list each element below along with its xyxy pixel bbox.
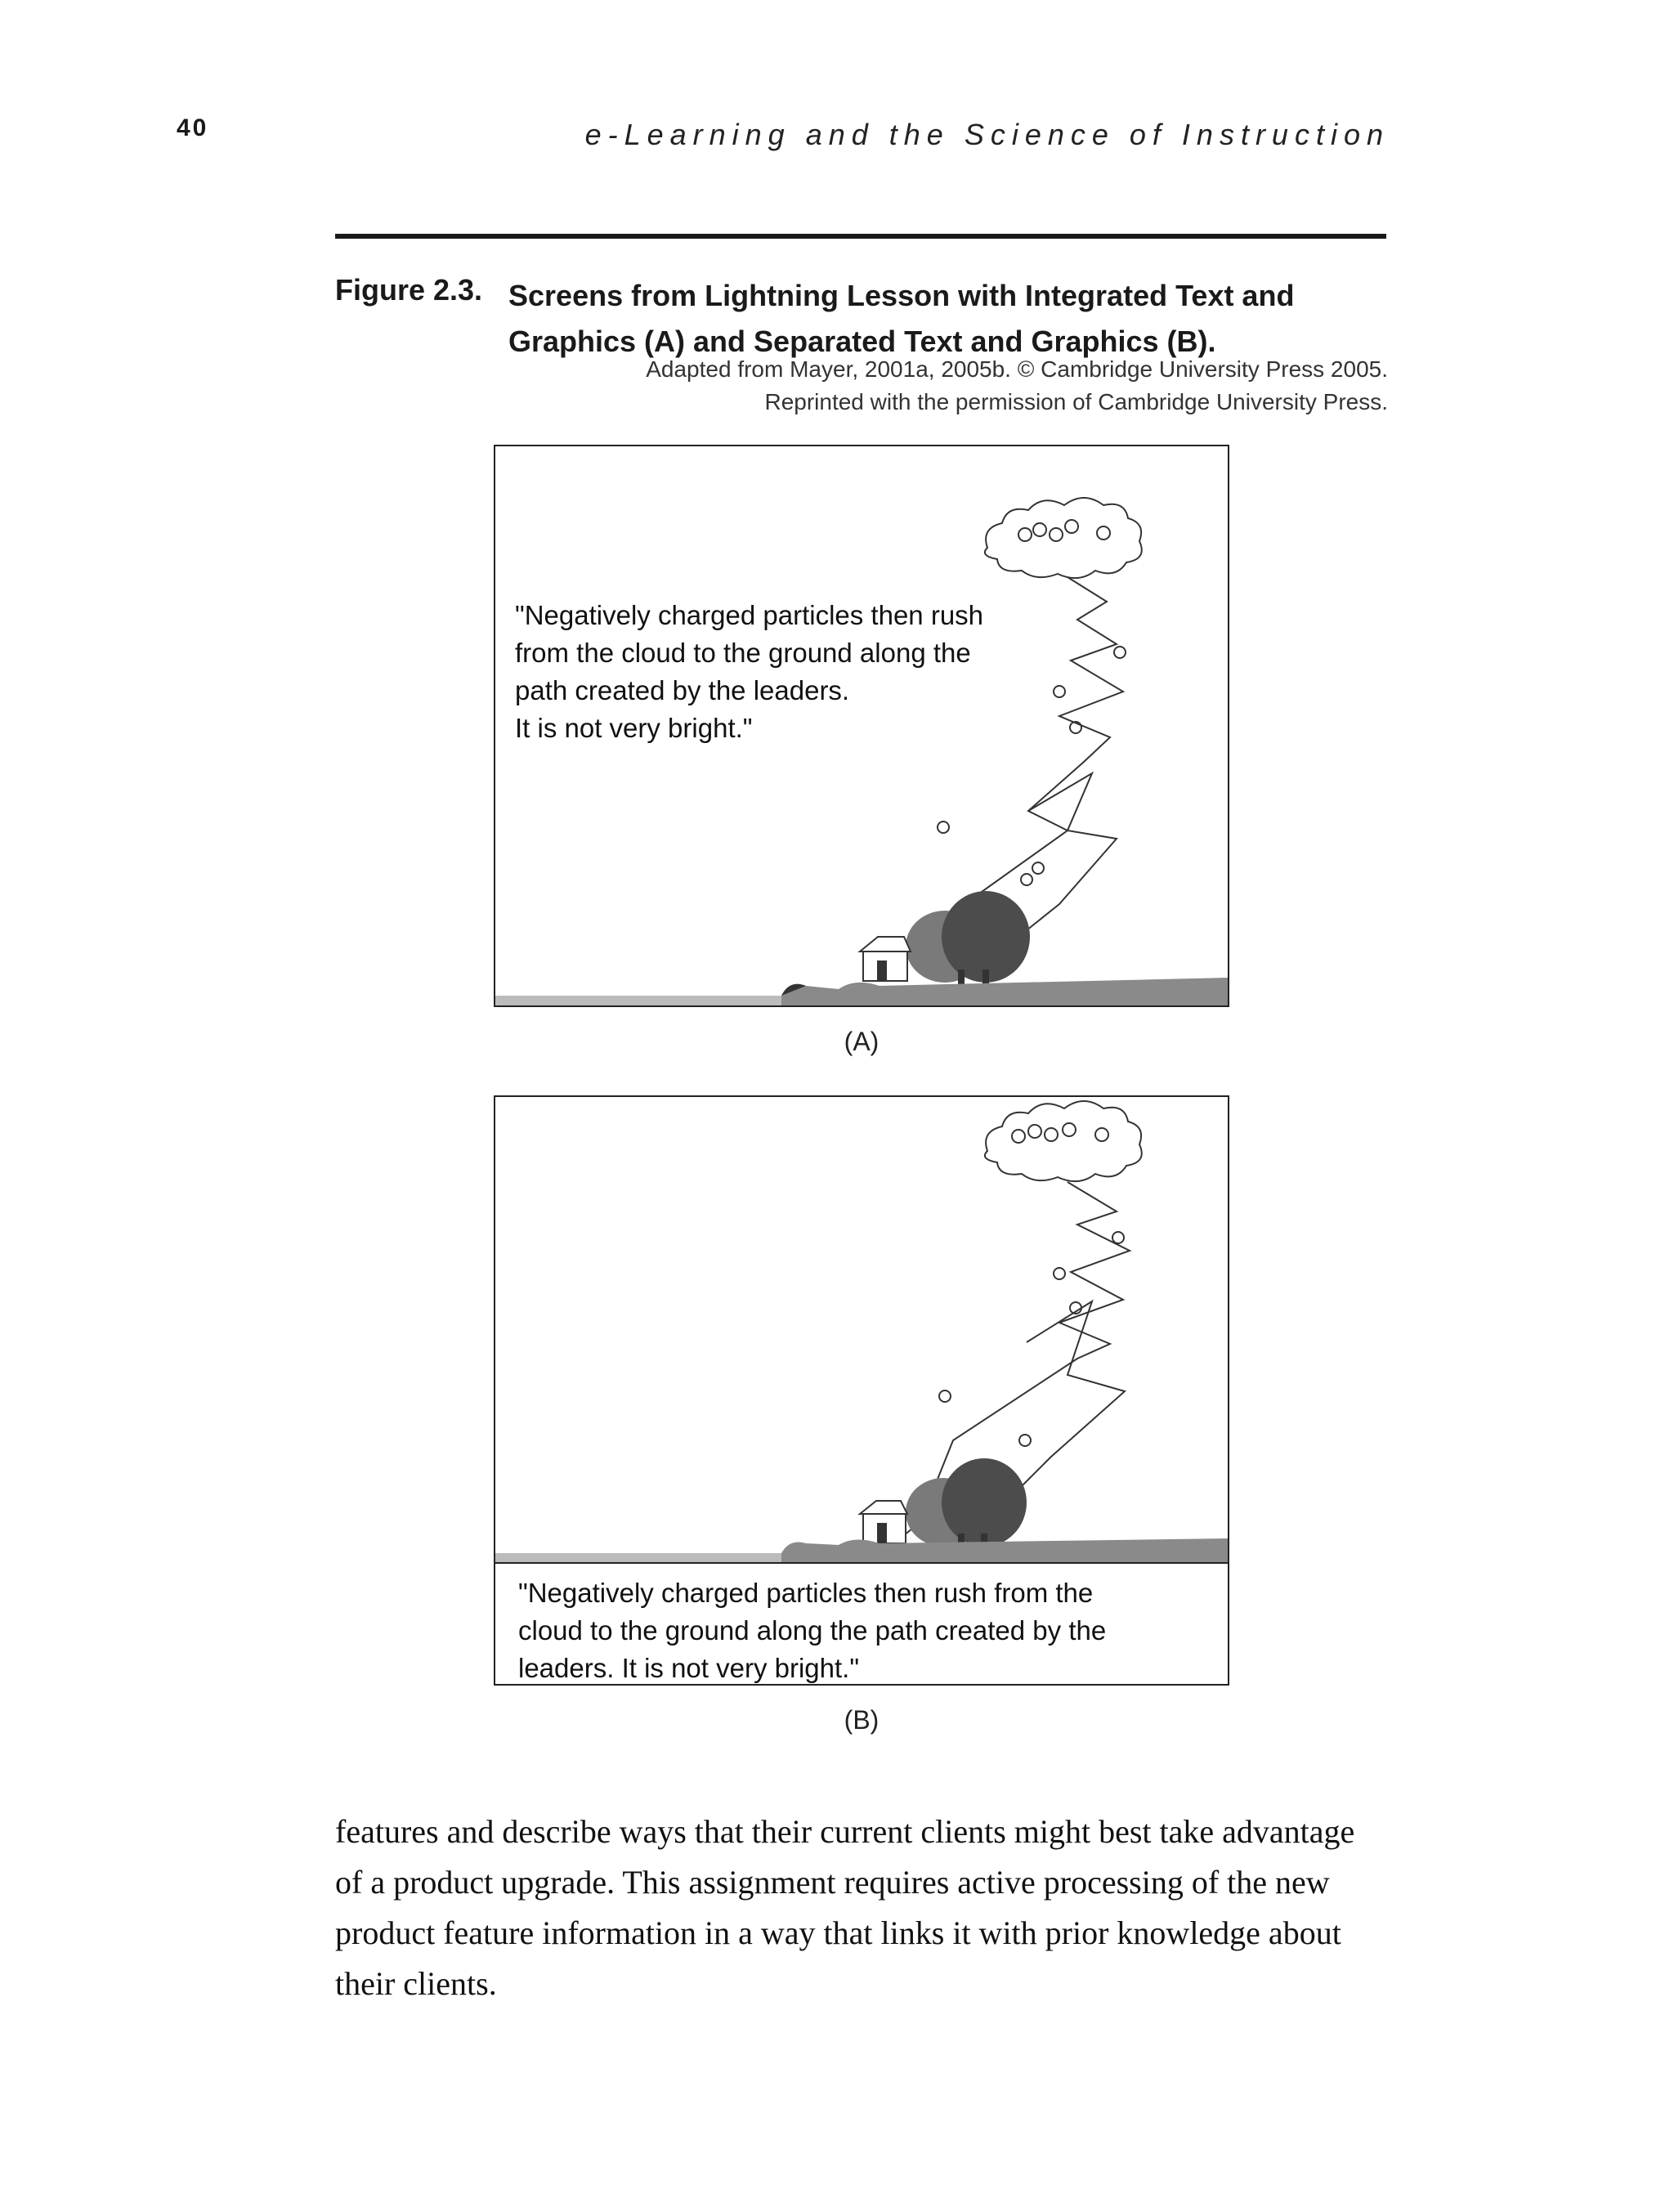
body-paragraph: features and describe ways that their current clients might best take advantage of a product upgrade. This assignment requires active processing of the new product feature information in a way that links it with prior knowledge about their clients. xyxy=(335,1813,1355,2002)
panel-a-screen xyxy=(494,445,1229,1007)
panel-b-text xyxy=(518,1574,1106,1686)
ground xyxy=(495,978,1228,1005)
body-text xyxy=(335,1807,1390,2009)
ground xyxy=(495,1538,1228,1563)
panel-b-text-line: leaders. It is not very bright." xyxy=(518,1653,860,1683)
panel-a-text-line: from the cloud to the ground along the xyxy=(515,638,971,668)
page-number: 40 xyxy=(177,114,209,141)
panel-a-text-line: "Negatively charged particles then rush xyxy=(515,600,984,630)
panel-a-text-line: It is not very bright." xyxy=(515,713,753,743)
house xyxy=(860,1501,907,1543)
figure-credit-line-1: Adapted from Mayer, 2001a, 2005b. © Cambridge University Press 2005. xyxy=(646,356,1388,382)
panel-b-label: (B) xyxy=(844,1705,880,1735)
panel-a-text-line: path created by the leaders. xyxy=(515,675,850,705)
running-head: e-Learning and the Science of Instruction xyxy=(584,118,1390,151)
tree xyxy=(906,891,1030,992)
panel-b-text-line: "Negatively charged particles then rush from the xyxy=(518,1578,1094,1608)
house xyxy=(860,937,911,981)
storm-cloud xyxy=(985,498,1142,578)
figure-title: Screens from Lightning Lesson with Integrated Text and Graphics (A) and Separated Text and Graphics (B). xyxy=(508,279,1295,358)
storm-cloud xyxy=(985,1101,1142,1181)
panel-b-text-line: cloud to the ground along the path created by the xyxy=(518,1615,1107,1646)
panel-b-screen xyxy=(494,1095,1229,1686)
figure-credit-line-2: Reprinted with the permission of Cambridge University Press. xyxy=(764,389,1388,414)
header-rule xyxy=(335,234,1386,239)
figure-label: Figure 2.3. xyxy=(335,273,483,307)
panel-a-label: (A) xyxy=(844,1027,880,1056)
panel-a-text xyxy=(515,597,983,747)
